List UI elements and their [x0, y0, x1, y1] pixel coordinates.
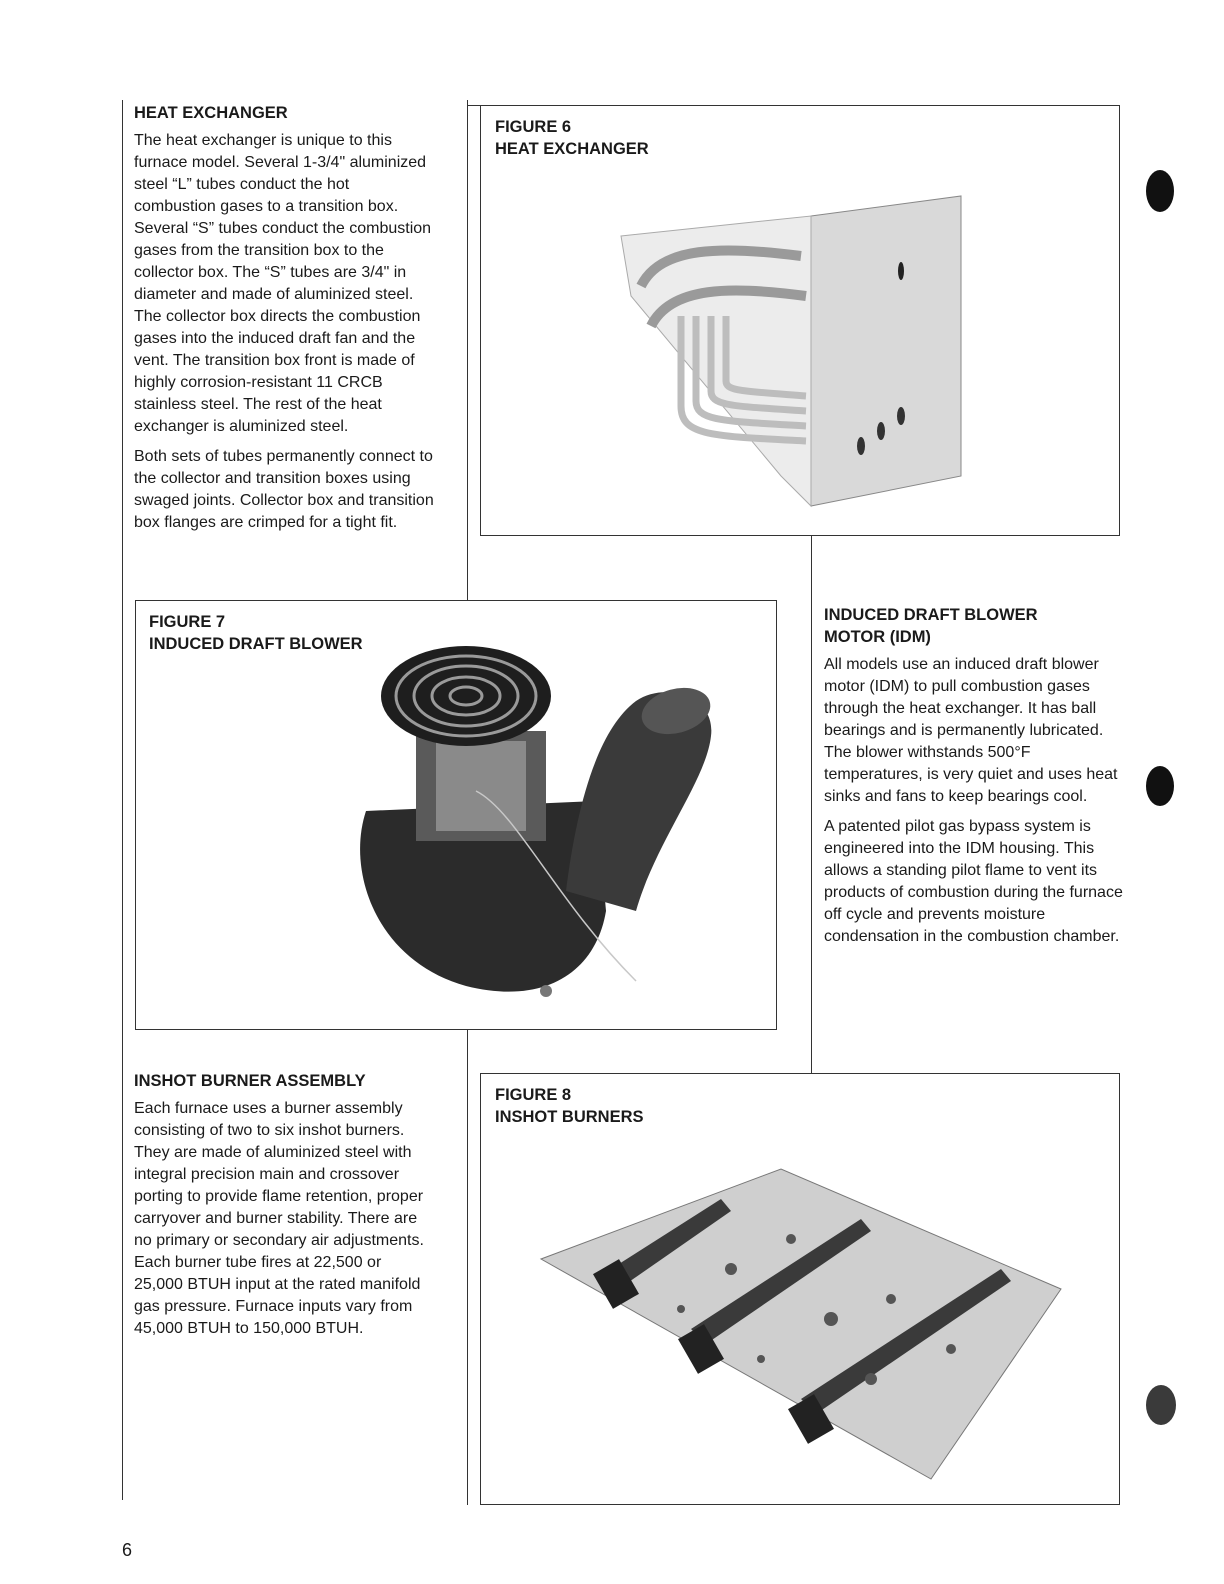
- left-margin-rule: [122, 100, 123, 1500]
- figure7-box: [135, 600, 777, 1030]
- right-column-rule: [811, 535, 812, 1073]
- heat-exchanger-paragraph-2: Both sets of tubes permanently connect to the collector and transition boxes using swaged joints. Collector box and transition box flanges are crimped for a tight fit.: [134, 448, 434, 531]
- punch-hole-top: [1146, 170, 1174, 212]
- inshot-title: INSHOT BURNER ASSEMBLY: [134, 1072, 366, 1090]
- figure7-caption: INDUCED DRAFT BLOWER: [149, 635, 363, 653]
- heat-exchanger-illustration: [601, 176, 971, 516]
- inshot-burners-illustration: [531, 1149, 1071, 1489]
- heat-exchanger-title: HEAT EXCHANGER: [134, 104, 288, 122]
- figure6-number: FIGURE 6: [495, 118, 572, 136]
- figure7-number: FIGURE 7: [149, 613, 226, 631]
- idm-title: [824, 604, 1124, 648]
- heat-exchanger-paragraph-1: The heat exchanger is unique to this furnace model. Several 1-3/4" aluminized steel “L” tubes conduct the hot combustion gases to a transition box. Several “S” tubes conduct the combustion gases from the transition box to the collector box. The “S” tubes are 3/4" in diameter and made of aluminized steel. The collector box directs the combustion gases into the induced draft fan and the vent. The transition box front is made of highly corrosion-resistant 11 CRCB stainless steel. The rest of the heat exchanger is aluminized steel.: [134, 132, 432, 435]
- figure6-caption: HEAT EXCHANGER: [495, 140, 649, 158]
- figure8-caption: INSHOT BURNERS: [495, 1108, 644, 1126]
- page-number: 6: [122, 1540, 133, 1560]
- figure8-number: FIGURE 8: [495, 1086, 572, 1104]
- punch-hole-bottom: [1146, 1385, 1176, 1425]
- idm-paragraph-1: All models use an induced draft blower motor (IDM) to pull combustion gases through the heat exchanger. It has ball bearings and is permanently lubricated. The blower withstands 500°F temperatures, is very quiet and uses heat sinks and fans to keep bearings cool.: [824, 656, 1118, 805]
- idm-title-line2: MOTOR (IDM): [824, 628, 931, 646]
- punch-hole-middle: [1146, 766, 1174, 806]
- inshot-section: [134, 1070, 434, 1348]
- figure8-box: [480, 1073, 1120, 1505]
- figure6-box: [480, 105, 1120, 536]
- induced-draft-blower-illustration: [336, 641, 736, 1021]
- heat-exchanger-section: [134, 102, 434, 542]
- inshot-paragraph-1: Each furnace uses a burner assembly consisting of two to six inshot burners. They are made of aluminized steel with integral precision main and crossover porting to provide flame retention, proper carryover and burner stability. There are no primary or secondary air adjustments. Each burner tube fires at 22,500 or 25,000 BTUH input at the rated manifold gas pressure. Furnace inputs vary from 45,000 BTUH to 150,000 BTUH.: [134, 1100, 424, 1337]
- idm-title-line1: INDUCED DRAFT BLOWER: [824, 606, 1038, 624]
- idm-paragraph-2: A patented pilot gas bypass system is engineered into the IDM housing. This allows a standing pilot flame to vent its products of combustion during the furnace off cycle and prevents moisture condensation in the combustion chamber.: [824, 818, 1123, 945]
- figure6-top-extension-rule: [467, 105, 481, 106]
- idm-section: [824, 604, 1124, 956]
